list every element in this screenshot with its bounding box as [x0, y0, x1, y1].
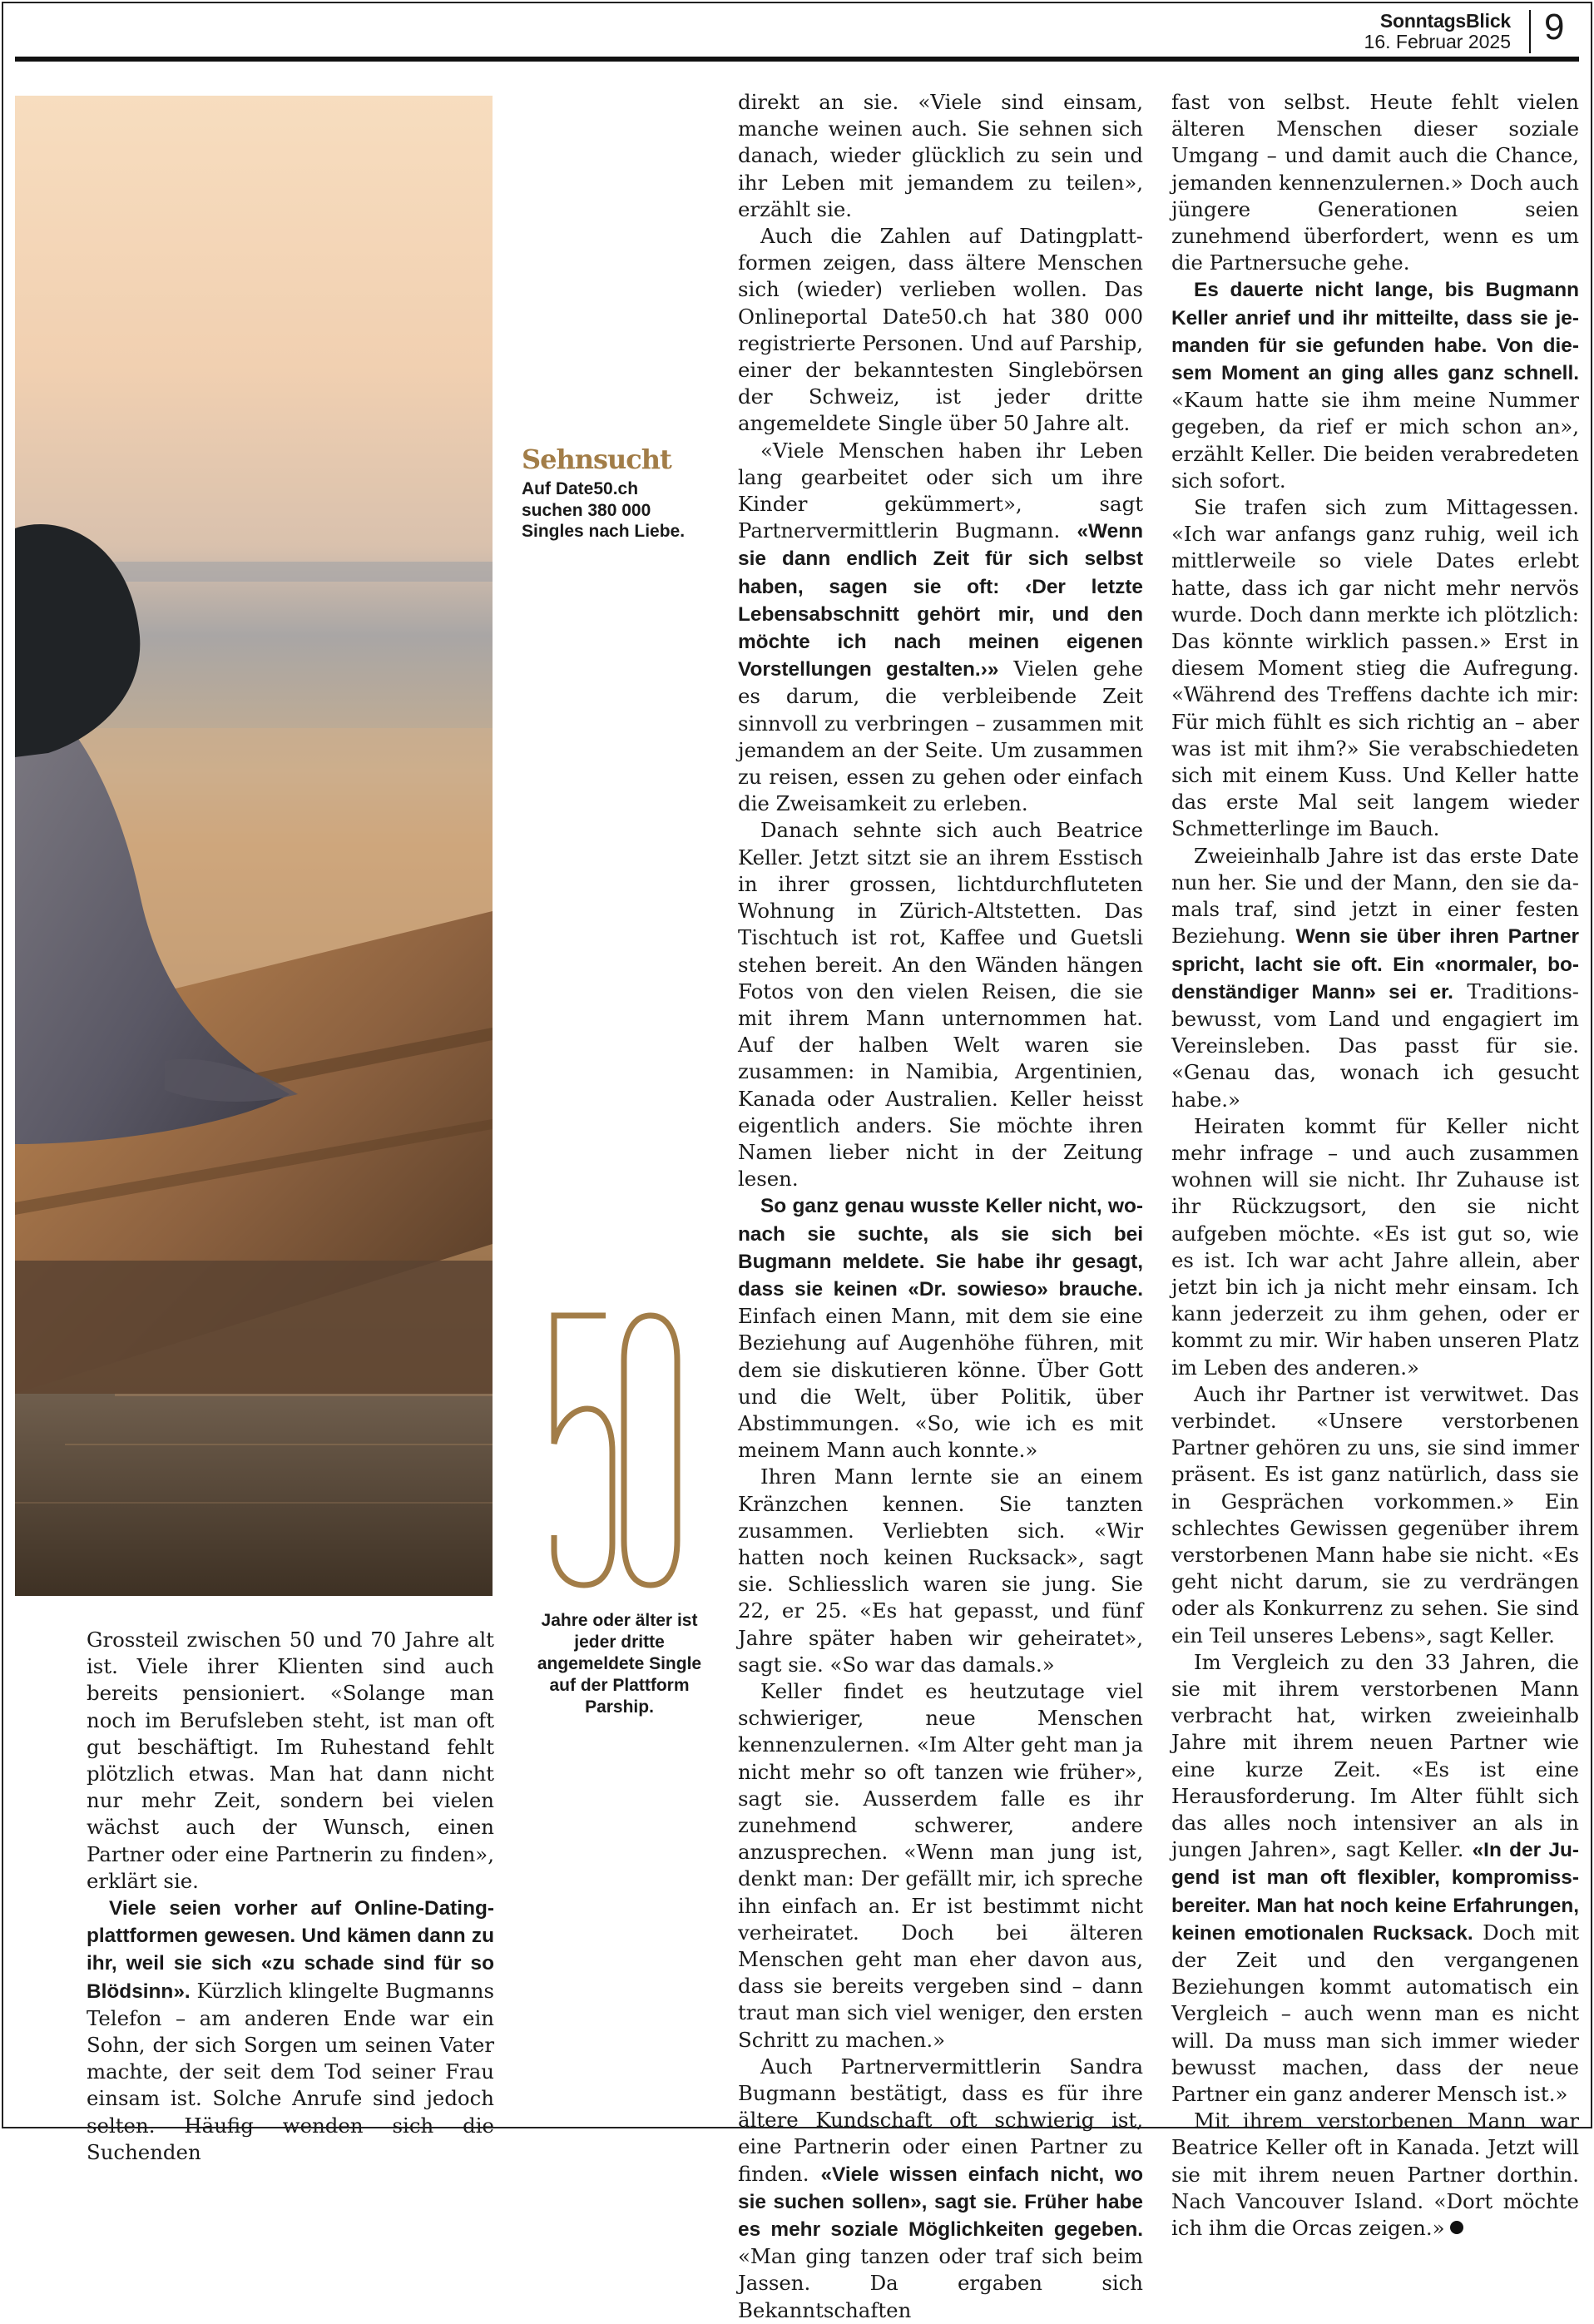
paragraph [87, 1895, 494, 2166]
paragraph: Auch ihr Partner ist verwitwet. Das verbindet. «Unsere verstorbenen Partner gehören zu uns, sie sind immer präsent. Es ist ganz natürlich, dass sie in Gesprächen vorkommen.» Ein schlechtes Gewissen gegenüber ihrem verstorbenen Mann habe sie nicht. «Es geht nicht darum, sie zu verdrängen oder als Konkurrenz zu sehen. Sie sind ein Teil unseres Lebens», sagt Keller. [1171, 1381, 1579, 1648]
paragraph: Ihren Mann lernte sie an einem Kränzchen kennen. Sie tanzten zusammen. Verliebten sich. «Wir hatten noch keinen Rucksack», sagt sie. Schliesslich waren sie jung. Sie 22, er 25. «Es hat gepasst, und fünf Jahre später haben wir geheiratet», sagt sie. «So war das damals.» [738, 1464, 1143, 1677]
sidebar-quote [522, 443, 688, 543]
sidebar-caption: Auf Date50.ch suchen 380 000 Singles nach Liebe. [522, 479, 686, 541]
paragraph: Auch die Zahlen auf Datingplattformen zeigen, dass ältere Menschen sich (wieder) verlieben wollen. Das Onlineportal Date50.ch hat 380 000 registrierte Personen. Und auf Parship, einer der bekanntesten Singlebörsen der Schweiz, ist jeder dritte angemeldete Single über 50 Jahre alt. [738, 224, 1143, 436]
paragraph-text: Doch mit der Zeit und den vergangenen Beziehungen kommt automatisch ein Vergleich – auch wenn man es nicht will. Da muss man sich immer wieder bewusst machen, dass der neue Partner ein ganz anderer Mensch ist.» [1171, 1920, 1579, 2107]
page-number: 9 [1544, 7, 1565, 47]
paragraph: Keller findet es heutzutage viel schwieriger, neue Menschen kennenzulernen. «Im Alter geht man ja nicht mehr so oft tanzen wie früher», sagt sie. Ausserdem falle es ihr zunehmend schwerer, andere anzusprechen. «Wenn man jung ist, denkt man: Der gefällt mir, ich spreche ihn einfach an. Er ist bestimmt nicht verheiratet. Doch bei älteren Menschen geht man eher davon aus, dass sie bereits vergeben sind – dann traut man sich viel weniger, den ersten Schritt zu machen.» [738, 1678, 1143, 2052]
bold-quote: Wenn sie über ihren Partner spricht, lacht sie oft. Ein «normaler, bodenständiger Mann» sei er. [1171, 925, 1579, 1003]
paragraph [1171, 276, 1579, 494]
end-of-article-icon [1450, 2221, 1463, 2234]
stat-caption: Jahre oder älter ist jeder dritte angemeldete Single auf der Plattform Parship. [537, 1611, 702, 1717]
paragraph: fast von selbst. Heute fehlt vielen älteren Menschen dieser soziale Umgang – und damit auch die Chance, jemanden kennenzulernen.» Doch auch jüngere Generationen seien zunehmend überfordert, wenn es um die Partnersuche gehe. [1171, 90, 1579, 275]
article-column-1 [87, 1627, 494, 2166]
paragraph-text: Kürzlich klingelte Bugmanns Telefon – am anderen Ende war ein Sohn, der sich Sorgen um seinen Vater machte, der seit dem Tod seiner Frau einsam ist. Solche Anrufe sind jedoch selten. Häufig wenden sich die Suchenden [87, 1978, 494, 2164]
bold-lead: So ganz genau wusste Keller nicht, wonach sie suchte, als sie sich bei Bugmann meldete. Sie habe ihr gesagt, dass sie keinen «Dr. sowieso» brauche. [738, 1195, 1143, 1301]
paragraph [1171, 2108, 1579, 2242]
masthead-divider [1529, 10, 1531, 53]
paragraph-text: Zweieinhalb Jahre ist das erste Date nun her. Sie und der Mann, den sie damals traf, sind jetzt in einer festen Beziehung. [1171, 843, 1579, 949]
article-photo [15, 96, 493, 1596]
header-rule [15, 57, 1579, 62]
paragraph [738, 438, 1143, 818]
paragraph-text: Vielen gehe es darum, die verbleibende Zeit sinnvoll zu verbringen – zusammen mit jemandem an der Seite. Um zusammen zu reisen, essen zu gehen oder einfach die Zweisamkeit zu erleben. [738, 657, 1143, 816]
publication-date: 16. Februar 2025 [1364, 31, 1511, 52]
paragraph-text: «Kaum hatte sie ihm meine Nummer gegeben, da rief er mich schon an», erzählt Keller. Die beiden verabredeten sich sofort. [1171, 388, 1579, 493]
paragraph: direkt an sie. «Viele sind einsam, manche weinen auch. Sie sehnen sich danach, wieder glücklich zu sein und ihr Leben mit jemandem zu teilen», erzählt sie. [738, 90, 1143, 221]
paragraph: Sie trafen sich zum Mittagessen. «Ich war anfangs ganz ruhig, weil ich mittlerweile so viele Dates erlebt hatte, dass ich gar nicht mehr nervös wurde. Doch dann merkte ich plötzlich: Das könnte wirklich passen.» Erst in diesem Moment stieg die Aufregung. «Während des Treffens dachte ich mir: Für mich fühlt es sich richtig an – aber was ist mit ihm?» Sie verabschiedeten sich mit einem Kuss. Und Keller hatte das erste Mal seit langem wieder Schmetterlinge im Bauch. [1171, 495, 1579, 841]
paragraph [1171, 843, 1579, 1113]
bold-lead: Es dauerte nicht lange, bis Bugmann Keller anrief und ihr mitteilte, dass sie jemanden für sie gefunden habe. Von diesem Moment an ging alles ganz schnell. [1171, 279, 1579, 385]
paragraph [738, 1192, 1143, 1464]
bold-quote: «In der Jugend ist man oft flexibler, kompromissbereiter. Man hat noch keine Erfahrungen, keinen emotionalen Rucksack. [1171, 1839, 1579, 1945]
bold-quote: «Wenn sie dann endlich Zeit für sich selbst haben, sagen sie oft: ‹Der letzte Lebensabschnitt gehört mir, und den möchte ich nach meinen eigenen Vorstellungen gestalten.›» [738, 520, 1143, 681]
masthead [1364, 10, 1511, 53]
sidebar-kicker: Sehnsucht [522, 443, 671, 475]
paragraph: Grossteil zwischen 50 und 70 Jahre alt ist. Viele ihrer Klienten sind auch bereits pensioniert. «Solange man noch im Berufsleben steht, ist man oft gut beschäftigt. Im Ruhestand fehlt plötzlich etwas. Man hat dann nicht nur mehr Zeit, sondern bei vielen wächst auch der Wunsch, einen Partner oder eine Partnerin zu finden», erklärt sie. [87, 1628, 494, 1893]
paragraph-text: «Viele Menschen haben ihr Leben lang gearbeitet oder sich um ihre Kinder gekümmert», sagt Partnervermittlerin Bugmann. [738, 438, 1143, 543]
paragraph [1171, 1649, 1579, 2108]
bold-quote: «Viele wissen einfach nicht, wo sie suchen sollen», sagt sie. Früher habe es mehr soziale Möglichkeiten gegeben. [738, 2163, 1143, 2242]
article-column-2 [738, 89, 1143, 2324]
bold-lead: Viele seien vorher auf Online-Datingplattformen gewesen. Und kämen dann zu ihr, weil sie sich «zu schade sind für so Blödsinn». [87, 1897, 494, 2003]
paragraph-text: Mit ihrem verstorbenen Mann war Beatrice Keller oft in Kanada. Jetzt will sie mit ihrem neuen Partner dorthin. Nach Vancouver Island. «Dort möchte ich ihm die Orcas zeigen.» [1171, 2108, 1579, 2241]
paragraph-text: Traditionsbewusst, vom Land und engagiert im Vereinsleben. Das passt für sie. «Genau das, wonach ich gesucht habe.» [1171, 979, 1579, 1112]
paragraph [738, 2054, 1143, 2324]
paragraph: Heiraten kommt für Keller nicht mehr infrage – und auch zusammen wohnen will sie nicht. Ihr Zuhause ist ihr Rückzugsort, den sie nicht aufgeben möchte. «Es ist gut so, wie es ist. Ich war acht Jahre allein, aber jetzt bin ich ja nicht mehr einsam. Ich kann jederzeit zu ihm gehen, oder er kommt zu mir. Wir haben unseren Platz im Leben des anderen.» [1171, 1113, 1579, 1380]
article-column-3 [1171, 89, 1579, 2242]
stat-number-50 [551, 1311, 684, 1593]
publication-name: SonntagsBlick [1379, 10, 1511, 32]
paragraph-text: Im Vergleich zu den 33 Jahren, die sie mit ihrem verstorbenen Mann verbracht hat, wirken zweieinhalb Jahre mit ihrem neuen Partner wie eine kurze Zeit. «Es ist eine Herausforderung. Im Alter fühlt sich das alles noch intensiver an als in jungen Jahren», sagt Keller. [1171, 1649, 1579, 1862]
paragraph-text: Auch Partnervermittlerin Sandra Bugmann bestätigt, dass es für ihre ältere Kundschaft oft schwierig ist, eine Partnerin oder einen Partner zu finden. [738, 2054, 1143, 2186]
paragraph: Danach sehnte sich auch Beatrice Keller. Jetzt sitzt sie an ihrem Esstisch in ihrer grossen, lichtdurchfluteten Wohnung in Zürich-Altstetten. Das Tischtuch ist rot, Kaffee und Guetsli stehen bereit. An den Wänden hängen Fotos von den vielen Reisen, die sie mit ihrem Mann unternommen hat. Auf der halben Welt waren sie zusammen: in Namibia, Argentinien, Kanada oder Australien. Keller heisst eigentlich anders. Sie möchte ihren Namen lieber nicht in der Zeitung lesen. [738, 818, 1143, 1192]
paragraph-text: «Man ging tanzen oder traf sich beim Jassen. Da ergaben sich Bekanntschaften [738, 2244, 1143, 2322]
paragraph-text: Einfach einen Mann, mit dem sie eine Beziehung auf Augenhöhe führen, mit dem sie diskutieren könne. Über Gott und die Welt, über Politik, über Abstimmungen. «So, wie ich es mit meinem Mann auch konnte.» [738, 1304, 1143, 1463]
